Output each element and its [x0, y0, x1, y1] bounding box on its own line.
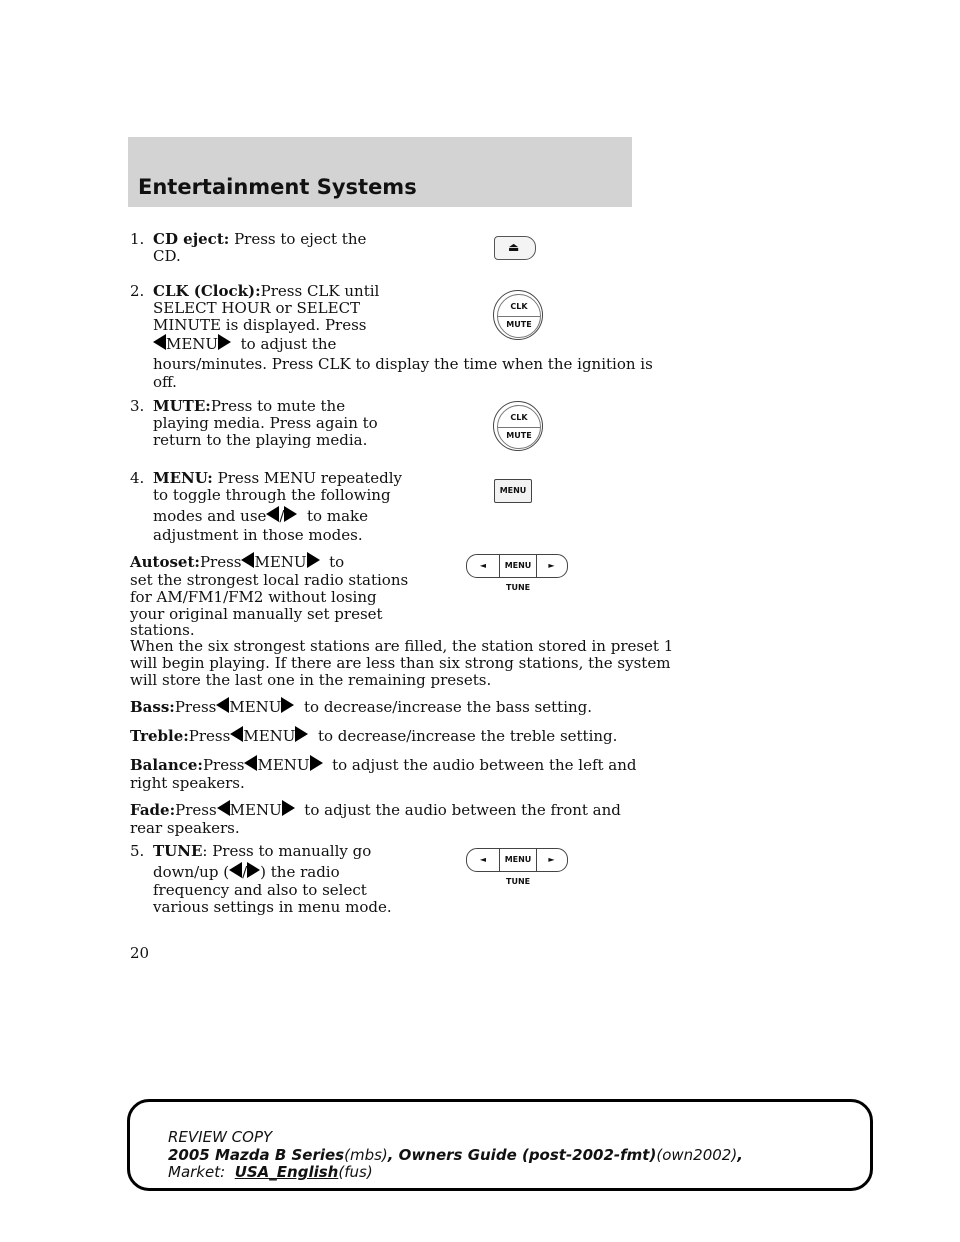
- right-arrow-icon: [282, 800, 295, 816]
- tune-menu-label: MENU: [499, 849, 537, 871]
- clk-line5: hours/minutes. Press CLK to display the time when the ignition is: [153, 355, 653, 373]
- right-arrow-icon: [307, 552, 320, 568]
- tune-right-arrow-icon: ►: [548, 855, 555, 864]
- left-arrow-icon: [241, 552, 254, 568]
- tune-right-arrow-icon: ►: [548, 561, 555, 570]
- menu-line1: MENU: Press MENU repeatedly: [153, 469, 403, 487]
- left-arrow-icon: [153, 334, 166, 350]
- clk-line4: MENU to adjust the: [153, 334, 336, 353]
- autoset-line6: When the six strongest stations are filled, the station stored in preset 1: [130, 637, 674, 655]
- eject-icon: ⏏: [508, 240, 520, 254]
- autoset-line7: will begin playing. If there are less than six strong stations, the system: [130, 654, 671, 672]
- right-arrow-icon: [281, 697, 294, 713]
- clk-line2: SELECT HOUR or SELECT: [153, 299, 361, 317]
- left-arrow-icon: [266, 506, 279, 522]
- right-arrow-icon: [295, 726, 308, 742]
- left-arrow-icon: [229, 862, 242, 878]
- bass-line: Bass:Press MENU to decrease/increase the bass setting.: [130, 698, 593, 716]
- left-arrow-icon: [244, 755, 257, 771]
- right-arrow-icon: [310, 755, 323, 771]
- right-arrow-icon: [247, 862, 260, 878]
- footer-line2: 2005 Mazda B Series(mbs), Owners Guide (post-2002-fmt)(own2002),: [168, 1146, 743, 1164]
- clk-mute-knob-illustration: CLK MUTE: [493, 290, 543, 340]
- tune-button-illustration: [466, 554, 568, 578]
- clk-item: 2.: [130, 282, 145, 300]
- section-title: Entertainment Systems: [138, 175, 417, 199]
- clk-line6: off.: [153, 373, 177, 391]
- autoset-line1: Autoset:Press MENU to: [130, 553, 345, 571]
- fade-line1: Fade:Press MENU to adjust the audio between the front and: [130, 801, 621, 819]
- cd-eject-line2: CD.: [153, 247, 181, 265]
- footer-line3: Market: USA_English(fus): [168, 1163, 373, 1181]
- menu-line4: adjustment in those modes.: [153, 526, 363, 544]
- tune-caption: TUNE: [506, 877, 531, 886]
- fade-line2: rear speakers.: [130, 819, 240, 837]
- tune-line4: various settings in menu mode.: [153, 898, 392, 916]
- review-footer: [127, 1099, 873, 1191]
- cd-eject-line1: CD eject: Press to eject the: [153, 230, 367, 248]
- tune-menu-label: MENU: [499, 555, 537, 577]
- tune-left-arrow-icon: ◄: [479, 561, 487, 570]
- page-number: 20: [130, 944, 150, 962]
- right-arrow-icon: [284, 506, 297, 522]
- left-arrow-icon: [216, 697, 229, 713]
- mute-line2: playing media. Press again to: [153, 414, 378, 432]
- autoset-line4: your original manually set preset: [130, 605, 383, 623]
- balance-line2: right speakers.: [130, 774, 245, 792]
- left-arrow-icon: [217, 800, 230, 816]
- autoset-line3: for AM/FM1/FM2 without losing: [130, 588, 377, 606]
- cd-eject-button-illustration: [494, 236, 536, 260]
- menu-item: 4.: [130, 469, 145, 487]
- right-arrow-icon: [218, 334, 231, 350]
- tune-caption: TUNE: [506, 583, 531, 592]
- tune-left-arrow-icon: ◄: [479, 855, 487, 864]
- clk-line1: CLK (Clock):Press CLK until: [153, 282, 380, 300]
- menu-button-illustration: MENU: [494, 479, 532, 503]
- section-header: [128, 137, 632, 207]
- tune-line3: frequency and also to select: [153, 881, 367, 899]
- autoset-line2: set the strongest local radio stations: [130, 571, 409, 589]
- menu-line3: modes and use / to make: [153, 507, 368, 525]
- mute-item: 3.: [130, 397, 145, 415]
- clk-line3: MINUTE is displayed. Press: [153, 316, 367, 334]
- tune-button-illustration-2: [466, 848, 568, 872]
- clk-mute-knob-illustration-2: CLK MUTE: [493, 401, 543, 451]
- tune-line2: down/up ( / ) the radio: [153, 863, 340, 881]
- left-arrow-icon: [230, 726, 243, 742]
- mute-line3: return to the playing media.: [153, 431, 368, 449]
- balance-line1: Balance:Press MENU to adjust the audio between the left and: [130, 756, 637, 774]
- tune-line1: TUNE: Press to manually go: [153, 842, 372, 860]
- cd-eject-item: 1.: [130, 230, 145, 248]
- autoset-line5: stations.: [130, 621, 195, 639]
- mute-line1: MUTE:Press to mute the: [153, 397, 346, 415]
- footer-line1: REVIEW COPY: [168, 1128, 273, 1146]
- tune-item: 5.: [130, 842, 145, 860]
- treble-line: Treble:Press MENU to decrease/increase the treble setting.: [130, 727, 618, 745]
- menu-line2: to toggle through the following: [153, 486, 391, 504]
- autoset-line8: will store the last one in the remaining presets.: [130, 671, 492, 689]
